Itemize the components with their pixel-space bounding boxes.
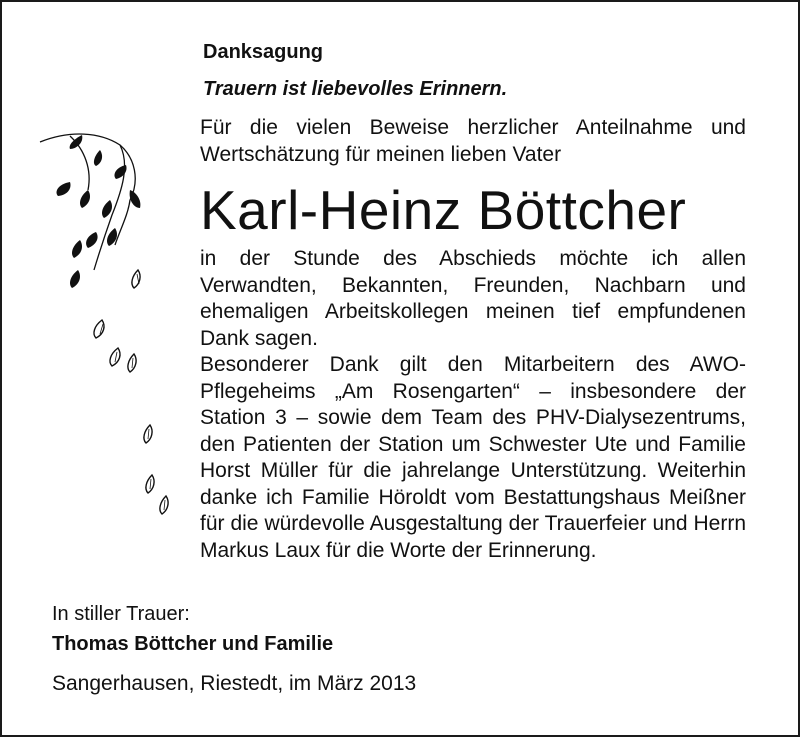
deceased-name: Karl-Heinz Böttcher xyxy=(200,179,687,241)
body-paragraph-1: in der Stunde des Abschieds möchte ich allen Verwandten, Bekannten, Freunden, Nachbarn und ehemaligen Arbeitskollegen meinen tief empfundenen Dank sagen. xyxy=(200,247,746,350)
notice-motto: Trauern ist liebevolles Erinnern. xyxy=(203,78,508,100)
intro-paragraph: Für die vielen Beweise herzlicher Anteilnahme und Wertschätzung für meinen lieben Vater xyxy=(200,116,746,166)
footer-signatory: Thomas Böttcher und Familie xyxy=(52,633,334,655)
birch-leaves-icon xyxy=(30,120,180,530)
footer-label: In stiller Trauer: xyxy=(52,603,190,625)
footer-place-date: Sangerhausen, Riestedt, im März 2013 xyxy=(52,672,417,695)
body-paragraph xyxy=(200,246,746,564)
body-paragraph-2: Besonderer Dank gilt den Mitarbeitern des AWO-Pflegeheims „Am Rosengarten“ – insbesondere der Station 3 – sowie dem Team des PHV-Dialysezentrums, den Patienten der Station um Schwester Ute und Familie Horst Müller für die jahrelange Unterstützung. Weiterhin danke ich Familie Höroldt vom Bestattungshaus Meißner für die würdevolle Ausgestaltung der Trauerfeier und Herrn Markus Laux für die Worte der Erinnerung. xyxy=(200,353,746,562)
notice-heading: Danksagung xyxy=(203,41,324,63)
